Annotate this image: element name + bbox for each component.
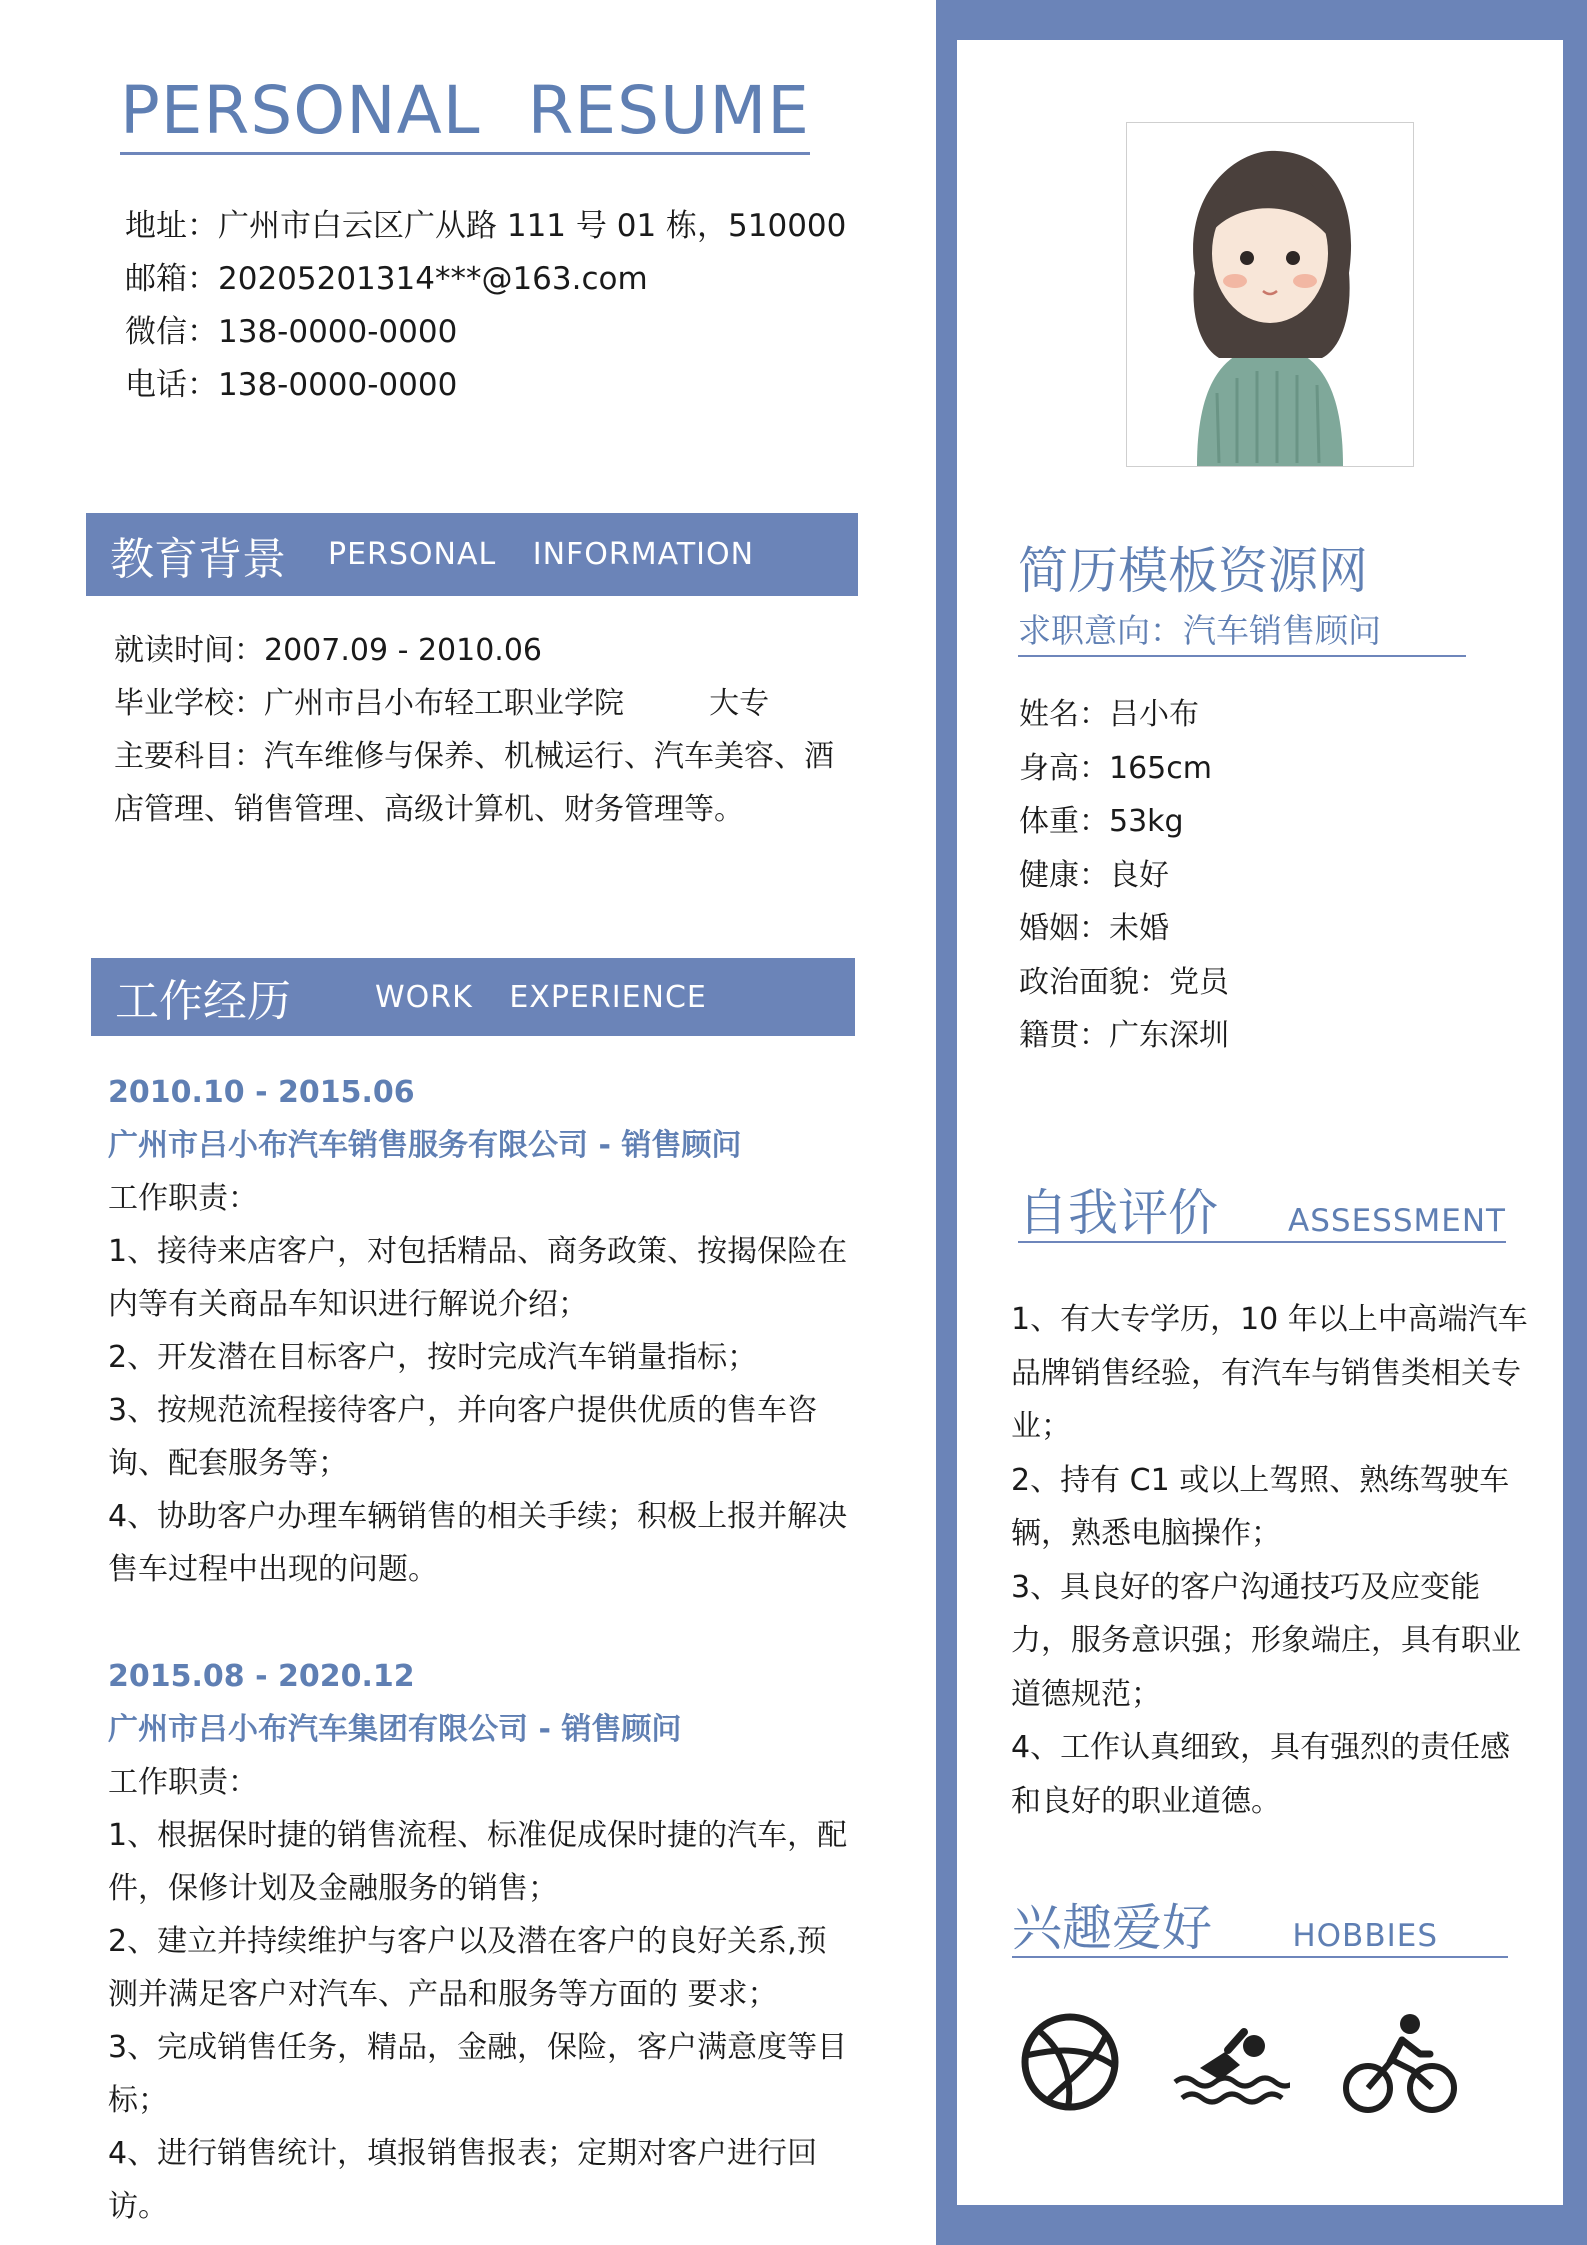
- job-duty-label: 工作职责：: [108, 1181, 258, 1216]
- basketball-icon: [1018, 2010, 1128, 2120]
- contact-phone: 电话：138-0000-0000: [125, 367, 458, 403]
- education-heading-cn: 教育背景: [110, 533, 286, 585]
- education-period: 就读时间：2007.09 - 2010.06: [114, 633, 543, 668]
- avatar-illustration-icon: [1127, 123, 1413, 466]
- assessment-item: 1、有大专学历，10 年以上中高端汽车品牌销售经验，有汽车与销售类相关专业；: [1011, 1302, 1528, 1444]
- job-duty: 4、进行销售统计，填报销售报表；定期对客户进行回访。: [108, 2136, 818, 2224]
- job-date: 2015.08 - 2020.12: [108, 1659, 415, 1694]
- contact-wechat: 微信：138-0000-0000: [125, 314, 458, 350]
- work-header: [91, 958, 855, 1036]
- contact-email: 邮箱：20205201314***@163.com: [125, 261, 648, 297]
- job-duty: 4、协助客户办理车辆销售的相关手续；积极上报并解决售车过程中出现的问题。: [108, 1499, 848, 1587]
- work-section: [108, 1066, 853, 2233]
- education-degree: 大专: [709, 686, 770, 721]
- education-section: [114, 624, 854, 836]
- title-word-resume: RESUME: [527, 72, 810, 149]
- job-date: 2010.10 - 2015.06: [108, 1075, 415, 1110]
- job-title: 广州市吕小布汽车集团有限公司 - 销售顾问: [108, 1712, 682, 1747]
- job-entry: [108, 1650, 853, 2233]
- education-subjects: 主要科目：汽车维修与保养、机械运行、汽车美容、酒店管理、销售管理、高级计算机、财务管理等。: [114, 739, 834, 827]
- title-word-personal: PERSONAL: [120, 72, 481, 149]
- assessment-section: [1011, 1293, 1531, 1828]
- job-duty: 1、接待来店客户，对包括精品、商务政策、按揭保险在内等有关商品车知识进行解说介绍；: [108, 1234, 848, 1322]
- detail-hometown: 籍贯：广东深圳: [1019, 1018, 1229, 1053]
- detail-health: 健康：良好: [1019, 857, 1169, 893]
- education-header: [86, 513, 858, 596]
- job-duty: 3、按规范流程接待客户，并向客户提供优质的售车咨询、配套服务等；: [108, 1393, 818, 1481]
- assessment-item: 3、具良好的客户沟通技巧及应变能力，服务意识强；形象端庄，具有职业道德规范；: [1011, 1569, 1521, 1712]
- hobbies-heading-en: HOBBIES: [1292, 1918, 1438, 1954]
- education-school: 毕业学校：广州市吕小布轻工职业学院: [114, 686, 624, 721]
- detail-marital: 婚姻：未婚: [1019, 911, 1169, 946]
- assessment-item: 2、持有 C1 或以上驾照、熟练驾驶车辆，熟悉电脑操作；: [1011, 1462, 1510, 1551]
- detail-weight: 体重：53kg: [1019, 804, 1184, 839]
- education-school-row: [114, 677, 854, 730]
- swimming-icon: [1170, 2010, 1280, 2120]
- job-intent: 求职意向：汽车销售顾问: [1018, 607, 1466, 657]
- contact-address: 地址：广州市白云区广从路 111 号 01 栋，510000: [125, 208, 847, 244]
- detail-height: 身高：165cm: [1019, 750, 1212, 786]
- cycling-icon: [1340, 2010, 1450, 2120]
- work-heading-cn: 工作经历: [115, 976, 291, 1027]
- job-entry: [108, 1066, 853, 1596]
- detail-political: 政治面貌：党员: [1019, 964, 1229, 1000]
- hobbies-heading-cn: 兴趣爱好: [1012, 1899, 1212, 1957]
- job-duty: 1、根据保时捷的销售流程、标准促成保时捷的汽车，配件，保修计划及金融服务的销售；: [108, 1818, 848, 1906]
- site-name: 简历模板资源网: [1018, 542, 1368, 600]
- job-duty: 3、完成销售任务，精品，金融，保险，客户满意度等目标；: [108, 2030, 848, 2118]
- job-duty: 2、开发潜在目标客户，按时完成汽车销量指标；: [108, 1340, 758, 1375]
- assessment-header: [1018, 1185, 1506, 1243]
- job-duty: 2、建立并持续维护与客户以及潜在客户的良好关系,预测并满足客户对汽车、产品和服务等方面的 要求；: [108, 1924, 827, 2012]
- assessment-item: 4、工作认真细致，具有强烈的责任感和良好的职业道德。: [1011, 1730, 1511, 1819]
- education-heading-en: PERSONAL INFORMATION: [328, 537, 755, 572]
- resume-title: [120, 70, 810, 155]
- personal-details: [1019, 688, 1229, 1063]
- work-heading-en: WORK EXPERIENCE: [375, 979, 707, 1015]
- assessment-heading-en: ASSESSMENT: [1288, 1203, 1506, 1239]
- detail-name: 姓名：吕小布: [1019, 697, 1199, 732]
- job-title: 广州市吕小布汽车销售服务有限公司 - 销售顾问: [108, 1128, 742, 1163]
- assessment-heading-cn: 自我评价: [1018, 1184, 1218, 1242]
- job-duty-label: 工作职责：: [108, 1765, 258, 1800]
- profile-photo: [1126, 122, 1414, 467]
- hobbies-header: [1012, 1900, 1508, 1958]
- contact-info: [125, 200, 846, 412]
